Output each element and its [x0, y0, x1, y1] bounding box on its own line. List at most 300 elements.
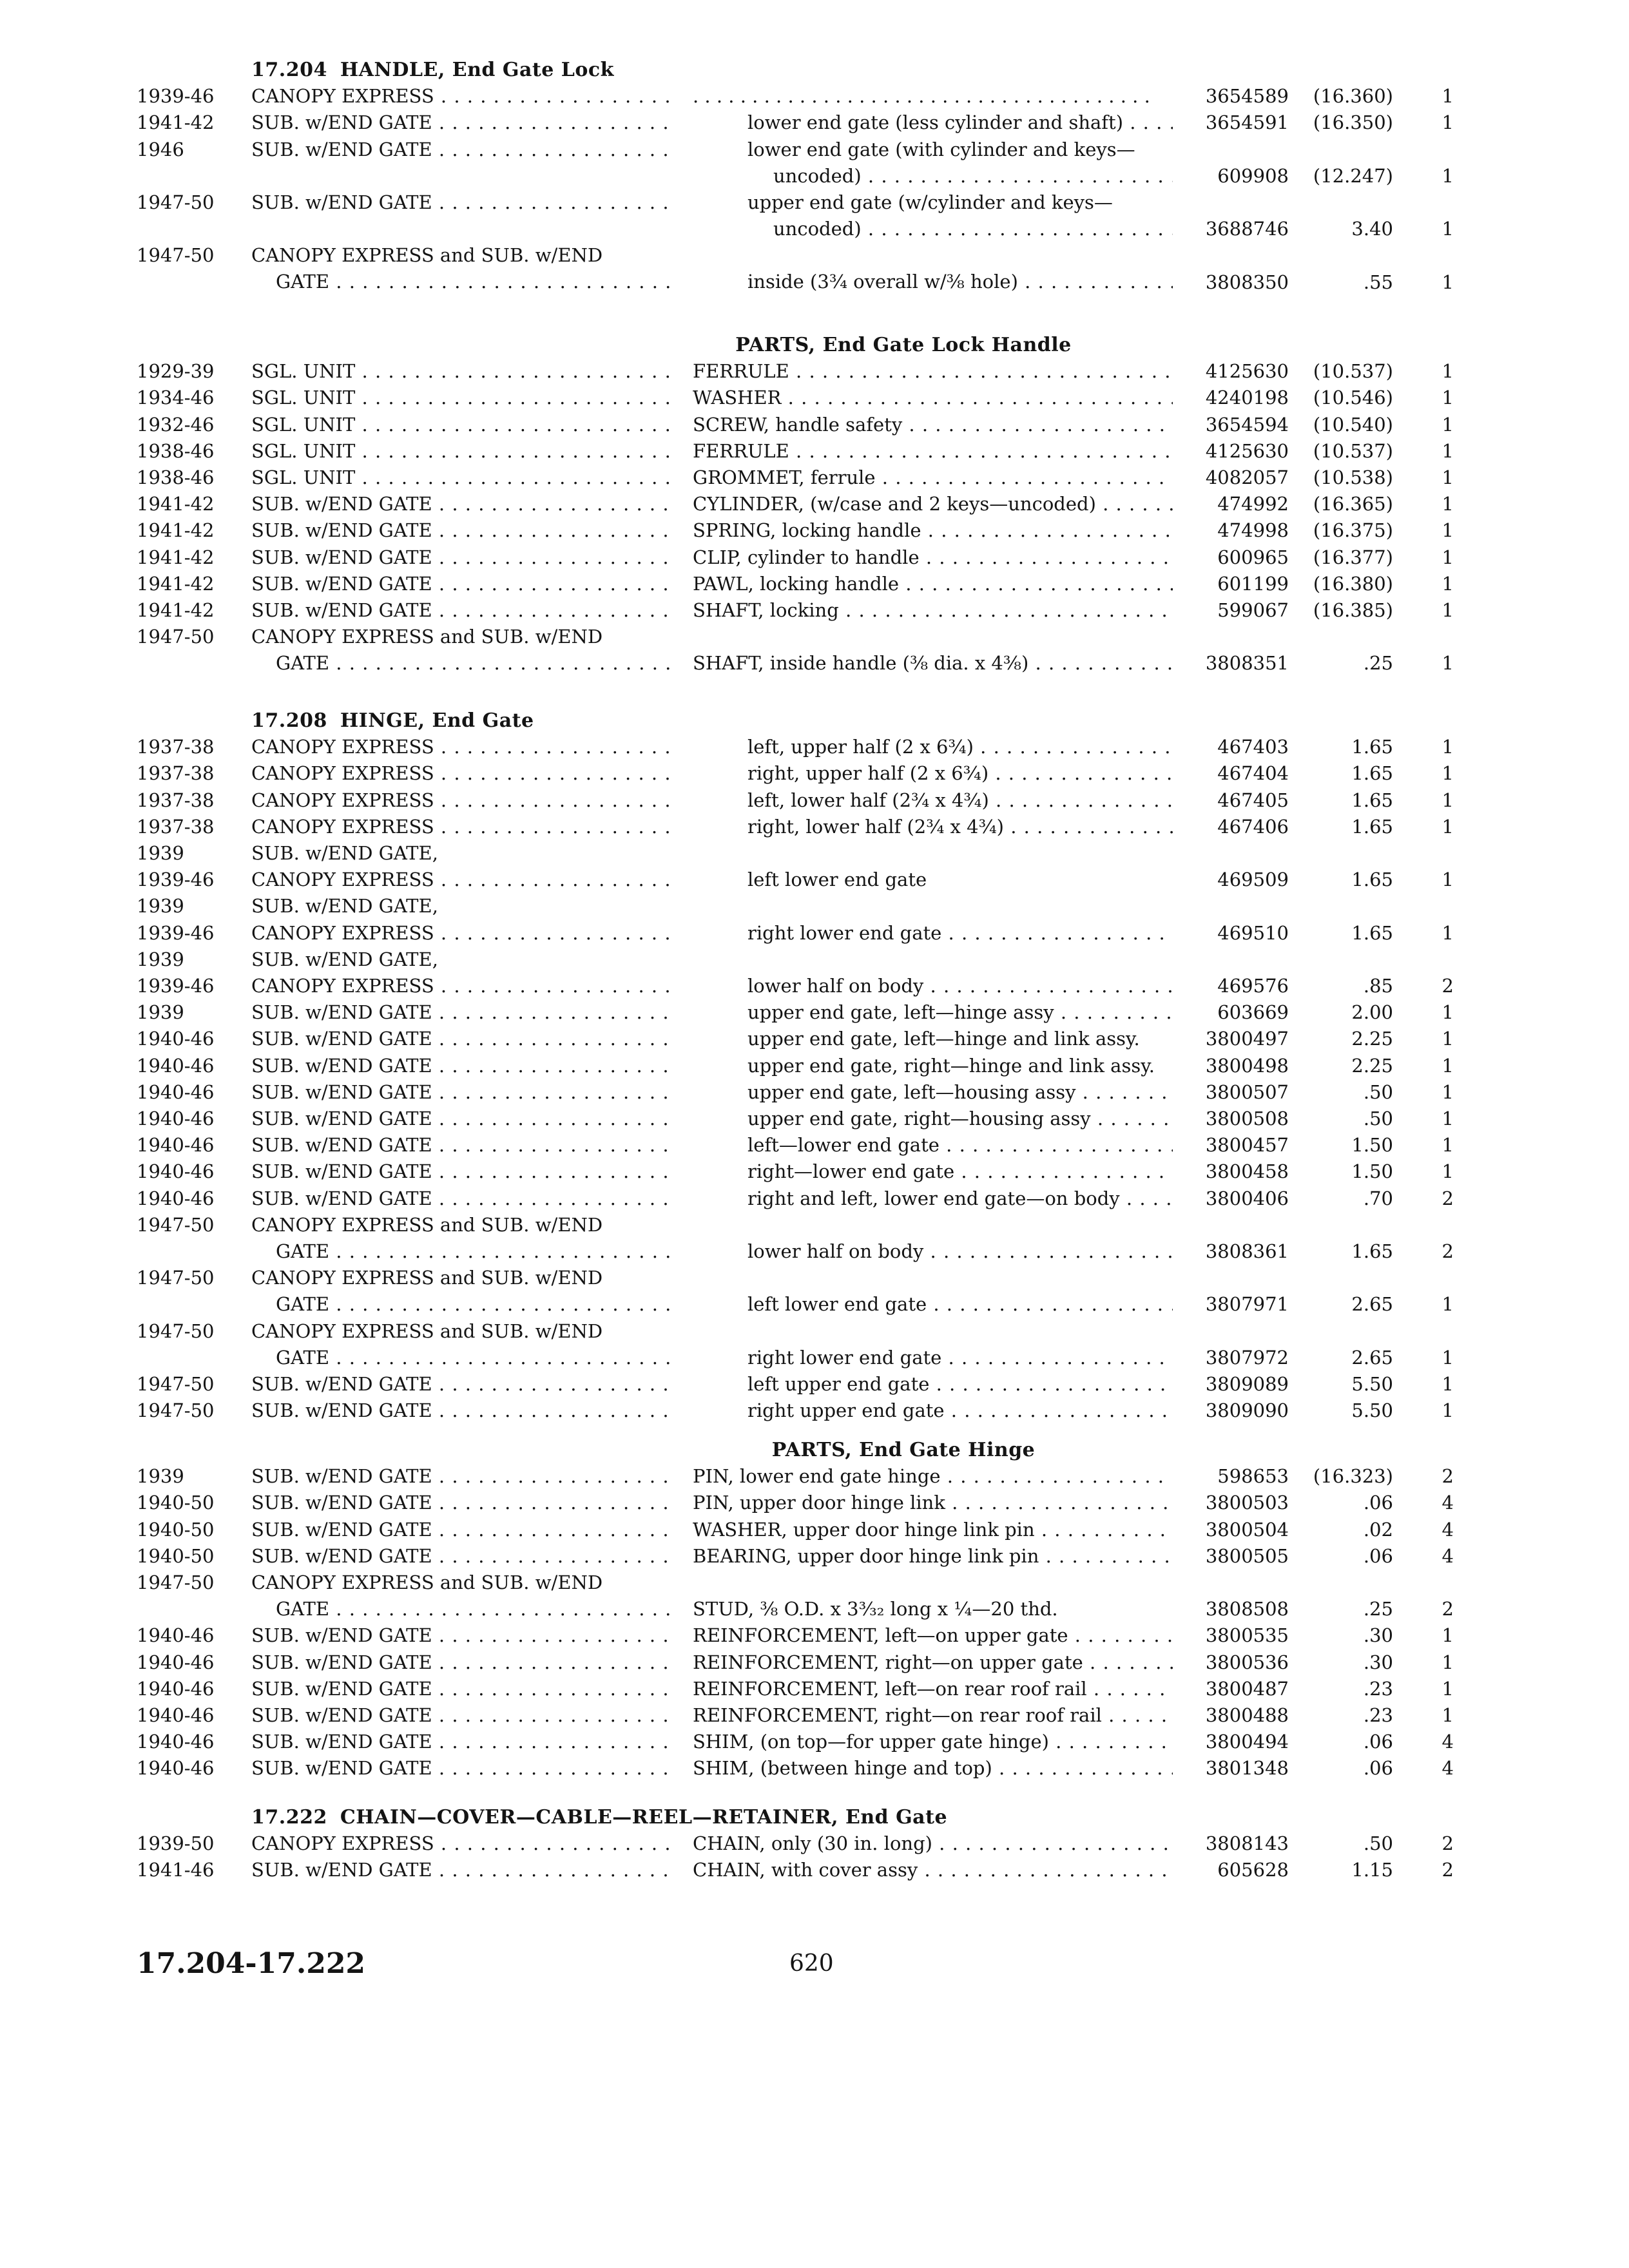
subsection-title: PARTS, End Gate Hinge: [771, 1439, 1036, 1461]
part-number-cell: 3801348: [1205, 1757, 1289, 1780]
description-cell: [747, 110, 1173, 136]
description-line: left lower end gate: [747, 869, 927, 891]
price-cell: 2.65: [1351, 1346, 1393, 1369]
part-number-cell: 4240198: [1205, 387, 1289, 409]
model-line: CANOPY EXPRESS . . .: [251, 83, 670, 110]
years-cell: 1940-46: [137, 1651, 215, 1673]
part-number-cell: 3654591: [1205, 111, 1289, 134]
model-cell: [251, 571, 670, 597]
model-line: SUB. w/END GATE . . .: [251, 137, 670, 163]
price-cell: .50: [1363, 1081, 1393, 1103]
description-cell: [693, 83, 1173, 110]
description-line: uncoded) . . .: [747, 163, 1173, 189]
description-cell: [747, 1318, 1173, 1371]
table-row: [0, 1543, 1629, 1570]
description-line: PIN, upper door hinge link . . .: [693, 1490, 1173, 1516]
price-cell: .50: [1363, 1108, 1393, 1129]
section-title: HINGE, End Gate: [340, 709, 534, 732]
description-cell: [747, 1106, 1173, 1132]
quantity-cell: 4: [1441, 1544, 1454, 1567]
years-cell: 1941-46: [137, 1859, 215, 1881]
model-cell: [251, 1649, 670, 1676]
table-row: [0, 1570, 1629, 1622]
quantity-cell: 1: [1441, 652, 1454, 675]
model-line: SUB. w/END GATE . . .: [251, 517, 670, 544]
part-number-cell: 601199: [1217, 572, 1289, 595]
model-cell: [251, 597, 670, 624]
model-line: SUB. w/END GATE . . .: [251, 1371, 670, 1398]
years-cell: 1932-46: [137, 413, 215, 436]
table-row: [0, 920, 1629, 947]
part-number-cell: 3800487: [1205, 1677, 1289, 1700]
description-cell: [693, 624, 1173, 677]
section-code: 17.208: [251, 709, 327, 732]
table-row: [0, 1490, 1629, 1516]
spacer: [747, 1265, 1173, 1291]
description-line: lower end gate (with cylinder and keys—: [747, 138, 1135, 160]
model-cell: [251, 517, 670, 544]
section-heading: [251, 707, 534, 734]
price-cell: 1.65: [1351, 921, 1393, 944]
description-line: PAWL, locking handle . . .: [693, 571, 1173, 597]
description-cell: [693, 412, 1173, 438]
description-cell: [693, 517, 1173, 544]
model-cell: [251, 734, 670, 760]
table-row: [0, 571, 1629, 597]
description-cell: [747, 137, 1173, 189]
description-line: WASHER . . .: [693, 385, 1173, 411]
description-line: FERRULE . . .: [693, 358, 1173, 385]
section-code: 17.222: [251, 1806, 327, 1829]
years-cell: 1938-46: [137, 439, 215, 462]
price-cell: 2.65: [1351, 1293, 1393, 1316]
price-cell: .23: [1363, 1677, 1393, 1700]
quantity-cell: 2: [1441, 1859, 1454, 1881]
model-line: GATE . . .: [251, 650, 670, 677]
description-line: right lower end gate . . .: [747, 920, 1173, 947]
description-line: FERRULE . . .: [693, 438, 1173, 465]
description-cell: [693, 1857, 1173, 1883]
spacer: [747, 242, 1173, 269]
description-line: upper end gate, right—hinge and link assy.: [747, 1054, 1155, 1077]
table-row: [0, 1371, 1629, 1398]
years-cell: 1940-46: [137, 1677, 215, 1700]
part-number-cell: 3808508: [1205, 1598, 1289, 1620]
years-cell: 1940-46: [137, 1028, 215, 1050]
quantity-cell: 1: [1441, 1373, 1454, 1395]
model-cell: [251, 1053, 670, 1079]
model-line: CANOPY EXPRESS . . .: [251, 1831, 670, 1857]
model-cell: [251, 1543, 670, 1570]
quantity-cell: 2: [1441, 1598, 1454, 1620]
model-line: CANOPY EXPRESS and SUB. w/END: [251, 1213, 603, 1236]
model-line: SUB. w/END GATE . . .: [251, 1649, 670, 1676]
description-line: PIN, lower end gate hinge . . .: [693, 1463, 1173, 1490]
model-cell: [251, 1398, 670, 1424]
part-number-cell: 3654594: [1205, 413, 1289, 436]
description-cell: [747, 1265, 1173, 1318]
description-line: . . . . . . . . . . . . . . . . . . . . . . . . . . . . . . . . . . . . . . .: [693, 85, 1150, 108]
table-row: [0, 1132, 1629, 1158]
years-cell: 1940-50: [137, 1492, 215, 1514]
model-cell: [251, 973, 670, 999]
model-line: GATE . . .: [251, 269, 670, 295]
quantity-cell: 1: [1441, 111, 1454, 134]
model-cell: [251, 491, 670, 517]
description-cell: [693, 1755, 1173, 1782]
model-cell: [251, 1463, 670, 1490]
model-line: SUB. w/END GATE,: [251, 895, 438, 918]
table-row: [0, 1158, 1629, 1185]
part-number-cell: 3809089: [1205, 1373, 1289, 1395]
years-cell: 1947-50: [137, 1571, 215, 1593]
model-cell: [251, 110, 670, 136]
section-heading: [251, 57, 614, 83]
description-line: inside (3¾ overall w/⅜ hole) . . .: [747, 269, 1173, 295]
description-cell: [693, 385, 1173, 411]
model-line: SUB. w/END GATE . . .: [251, 999, 670, 1026]
section-code: 17.204: [251, 59, 327, 81]
quantity-cell: 1: [1441, 921, 1454, 944]
subsection-heading: [0, 1437, 1629, 1463]
description-cell: [747, 1132, 1173, 1158]
model-line: SUB. w/END GATE . . .: [251, 1622, 670, 1649]
quantity-cell: 1: [1441, 1399, 1454, 1422]
part-number-cell: 603669: [1217, 1001, 1289, 1024]
table-row: [0, 189, 1629, 242]
part-number-cell: 3800457: [1205, 1134, 1289, 1157]
quantity-cell: 1: [1441, 164, 1454, 187]
model-line: SUB. w/END GATE . . .: [251, 1398, 670, 1424]
description-cell: [693, 1622, 1173, 1649]
price-cell: .06: [1363, 1492, 1393, 1514]
model-line: SGL. UNIT . . .: [251, 358, 670, 385]
description-line: SCREW, handle safety . . .: [693, 412, 1173, 438]
table-row: [0, 999, 1629, 1026]
years-cell: 1947-50: [137, 1399, 215, 1422]
model-line: SUB. w/END GATE . . .: [251, 1702, 670, 1729]
table-row: [0, 973, 1629, 999]
price-cell: .30: [1363, 1624, 1393, 1647]
model-line: GATE . . .: [251, 1345, 670, 1371]
description-line: upper end gate, left—hinge assy . . .: [747, 999, 1173, 1026]
years-cell: 1940-50: [137, 1518, 215, 1541]
table-row: [0, 110, 1629, 136]
quantity-cell: 1: [1441, 869, 1454, 891]
footer-section-range: 17.204-17.222: [137, 1947, 366, 1980]
quantity-cell: 1: [1441, 1624, 1454, 1647]
model-line: SUB. w/END GATE . . .: [251, 1053, 670, 1079]
part-number-cell: 3800494: [1205, 1731, 1289, 1753]
quantity-cell: 1: [1441, 519, 1454, 542]
description-line: CYLINDER, (w/case and 2 keys—uncoded) . . .: [693, 491, 1173, 517]
description-cell: [693, 840, 1173, 867]
table-row: [0, 1053, 1629, 1079]
part-number-cell: 467403: [1217, 736, 1289, 758]
model-cell: [251, 920, 670, 947]
table-row: [0, 358, 1629, 385]
part-number-cell: 3800507: [1205, 1081, 1289, 1103]
description-line: left upper end gate . . .: [747, 1371, 1173, 1398]
model-line: SUB. w/END GATE . . .: [251, 189, 670, 216]
price-cell: 3.40: [1351, 218, 1393, 240]
model-line: GATE . . .: [251, 1238, 670, 1265]
model-line: SUB. w/END GATE . . .: [251, 1543, 670, 1570]
table-row: [0, 1622, 1629, 1649]
spacer: [693, 624, 1173, 650]
description-line: SHIM, (between hinge and top) . . .: [693, 1755, 1173, 1782]
years-cell: 1939-46: [137, 85, 215, 108]
description-line: upper end gate, left—hinge and link assy.: [747, 1028, 1140, 1050]
price-cell: (16.365): [1313, 493, 1393, 515]
spacer: [693, 893, 1173, 919]
table-row: [0, 1106, 1629, 1132]
description-cell: [747, 920, 1173, 947]
model-cell: [251, 1158, 670, 1185]
model-line: CANOPY EXPRESS . . .: [251, 760, 670, 787]
years-cell: 1937-38: [137, 736, 215, 758]
description-cell: [693, 1570, 1173, 1622]
years-cell: 1934-46: [137, 387, 215, 409]
description-cell: [693, 1649, 1173, 1676]
model-line: CANOPY EXPRESS and SUB. w/END: [251, 626, 603, 648]
quantity-cell: 1: [1441, 1134, 1454, 1157]
price-cell: 1.65: [1351, 815, 1393, 838]
part-number-cell: 3808350: [1205, 271, 1289, 293]
table-row: [0, 1212, 1629, 1265]
model-cell: [251, 438, 670, 465]
description-cell: [693, 1702, 1173, 1729]
part-number-cell: 3800505: [1205, 1544, 1289, 1567]
description-line: left, upper half (2 x 6¾) . . .: [747, 734, 1173, 760]
description-cell: [747, 973, 1173, 999]
price-cell: (10.546): [1313, 387, 1393, 409]
description-cell: [693, 571, 1173, 597]
part-number-cell: 3800503: [1205, 1492, 1289, 1514]
model-cell: [251, 358, 670, 385]
model-cell: [251, 947, 670, 973]
model-line: SUB. w/END GATE . . .: [251, 571, 670, 597]
price-cell: 1.50: [1351, 1160, 1393, 1183]
description-line: left—lower end gate . . .: [747, 1132, 1173, 1158]
price-cell: (16.323): [1313, 1465, 1393, 1488]
subsection-heading: [0, 332, 1629, 358]
table-row: [0, 1398, 1629, 1424]
model-cell: [251, 1831, 670, 1857]
price-cell: .70: [1363, 1187, 1393, 1209]
quantity-cell: 1: [1441, 1028, 1454, 1050]
part-number-cell: 599067: [1217, 599, 1289, 621]
part-number-cell: 3808143: [1205, 1832, 1289, 1855]
model-cell: [251, 242, 670, 295]
description-line: right, upper half (2 x 6¾) . . .: [747, 760, 1173, 787]
description-line: CHAIN, with cover assy . . .: [693, 1857, 1173, 1883]
quantity-cell: 2: [1441, 1832, 1454, 1855]
model-line: CANOPY EXPRESS . . .: [251, 973, 670, 999]
quantity-cell: 1: [1441, 599, 1454, 621]
description-cell: [693, 1517, 1173, 1543]
footer-page-number: 620: [789, 1950, 834, 1977]
description-cell: [693, 438, 1173, 465]
years-cell: 1939-50: [137, 1832, 215, 1855]
model-line: SUB. w/END GATE . . .: [251, 1729, 670, 1755]
table-row: [0, 1831, 1629, 1857]
description-line: lower half on body . . .: [747, 973, 1173, 999]
description-line: SPRING, locking handle . . .: [693, 517, 1173, 544]
quantity-cell: 2: [1441, 1465, 1454, 1488]
model-cell: [251, 999, 670, 1026]
description-line: upper end gate (w/cylinder and keys—: [747, 191, 1113, 213]
years-cell: 1947-50: [137, 1373, 215, 1395]
price-cell: 1.65: [1351, 1240, 1393, 1262]
description-line: right, lower half (2¾ x 4¾) . . .: [747, 814, 1173, 840]
model-line: CANOPY EXPRESS and SUB. w/END: [251, 244, 603, 267]
description-line: upper end gate, left—housing assy . . .: [747, 1079, 1173, 1106]
years-cell: 1940-46: [137, 1134, 215, 1157]
quantity-cell: 1: [1441, 789, 1454, 811]
description-cell: [747, 242, 1173, 295]
table-row: [0, 1265, 1629, 1318]
description-cell: [747, 1079, 1173, 1106]
table-row: [0, 465, 1629, 491]
part-number-cell: 469509: [1217, 869, 1289, 891]
model-cell: [251, 385, 670, 411]
part-number-cell: 3800497: [1205, 1028, 1289, 1050]
description-line: right—lower end gate . . .: [747, 1158, 1173, 1185]
model-cell: [251, 189, 670, 216]
price-cell: .06: [1363, 1731, 1393, 1753]
table-row: [0, 893, 1629, 919]
part-number-cell: 3800458: [1205, 1160, 1289, 1183]
model-line: SUB. w/END GATE . . .: [251, 1490, 670, 1516]
model-line: SUB. w/END GATE . . .: [251, 1026, 670, 1052]
years-cell: 1939: [137, 1465, 184, 1488]
description-line: BEARING, upper door hinge link pin . . .: [693, 1543, 1173, 1570]
part-number-cell: 467405: [1217, 789, 1289, 811]
price-cell: .85: [1363, 975, 1393, 997]
description-cell: [693, 947, 1173, 973]
years-cell: 1941-42: [137, 519, 215, 542]
part-number-cell: 600965: [1217, 546, 1289, 568]
part-number-cell: 3800498: [1205, 1054, 1289, 1077]
part-number-cell: 3808351: [1205, 652, 1289, 675]
quantity-cell: 1: [1441, 493, 1454, 515]
model-cell: [251, 83, 670, 110]
price-cell: 2.00: [1351, 1001, 1393, 1024]
quantity-cell: 1: [1441, 1160, 1454, 1183]
model-cell: [251, 1026, 670, 1052]
table-row: [0, 787, 1629, 814]
model-cell: [251, 137, 670, 163]
model-cell: [251, 1132, 670, 1158]
quantity-cell: 2: [1441, 1240, 1454, 1262]
years-cell: 1940-46: [137, 1108, 215, 1129]
price-cell: (10.538): [1313, 466, 1393, 488]
table-row: [0, 1318, 1629, 1371]
description-cell: [747, 1371, 1173, 1398]
description-line: WASHER, upper door hinge link pin . . .: [693, 1517, 1173, 1543]
model-line: SUB. w/END GATE . . .: [251, 1463, 670, 1490]
description-line: right lower end gate . . .: [747, 1345, 1173, 1371]
part-number-cell: 3809090: [1205, 1399, 1289, 1422]
model-line: SGL. UNIT . . .: [251, 412, 670, 438]
table-row: [0, 137, 1629, 189]
part-number-cell: 609908: [1217, 164, 1289, 187]
table-row: [0, 438, 1629, 465]
price-cell: .06: [1363, 1544, 1393, 1567]
model-line: SUB. w/END GATE,: [251, 948, 438, 970]
quantity-cell: 1: [1441, 85, 1454, 108]
description-cell: [747, 867, 1173, 893]
description-cell: [747, 814, 1173, 840]
model-line: SGL. UNIT . . .: [251, 465, 670, 491]
model-cell: [251, 1702, 670, 1729]
quantity-cell: 1: [1441, 1054, 1454, 1077]
description-line: GROMMET, ferrule . . .: [693, 465, 1173, 491]
quantity-cell: 1: [1441, 439, 1454, 462]
description-line: CLIP, cylinder to handle . . .: [693, 544, 1173, 571]
quantity-cell: 1: [1441, 1293, 1454, 1316]
years-cell: 1940-46: [137, 1081, 215, 1103]
part-number-cell: 474992: [1217, 493, 1289, 515]
description-cell: [747, 1026, 1173, 1052]
years-cell: 1937-38: [137, 815, 215, 838]
years-cell: 1940-46: [137, 1757, 215, 1780]
description-cell: [693, 491, 1173, 517]
description-line: left lower end gate . . .: [747, 1291, 1173, 1318]
price-cell: (12.247): [1313, 164, 1393, 187]
table-row: [0, 544, 1629, 571]
years-cell: 1941-42: [137, 599, 215, 621]
years-cell: 1947-50: [137, 191, 215, 213]
subsection-title: PARTS, End Gate Lock Handle: [735, 334, 1072, 356]
spacer: [747, 1212, 1173, 1238]
price-cell: .25: [1363, 1598, 1393, 1620]
price-cell: 2.25: [1351, 1054, 1393, 1077]
table-row: [0, 1729, 1629, 1755]
model-cell: [251, 1729, 670, 1755]
description-cell: [747, 787, 1173, 814]
price-cell: (10.540): [1313, 413, 1393, 436]
years-cell: 1940-46: [137, 1054, 215, 1077]
table-row: [0, 1026, 1629, 1052]
years-cell: 1947-50: [137, 1213, 215, 1236]
table-row: [0, 1649, 1629, 1676]
section-heading: [251, 1804, 947, 1831]
years-cell: 1941-42: [137, 572, 215, 595]
years-cell: 1940-46: [137, 1731, 215, 1753]
model-line: CANOPY EXPRESS . . .: [251, 920, 670, 947]
years-cell: 1929-39: [137, 360, 215, 383]
model-cell: [251, 893, 670, 919]
quantity-cell: 1: [1441, 546, 1454, 568]
years-cell: 1940-46: [137, 1160, 215, 1183]
table-row: [0, 597, 1629, 624]
model-cell: [251, 412, 670, 438]
table-row: [0, 1676, 1629, 1702]
table-row: [0, 947, 1629, 973]
description-line: uncoded) . . .: [747, 216, 1173, 242]
years-cell: 1939: [137, 948, 184, 970]
price-cell: 1.65: [1351, 736, 1393, 758]
model-cell: [251, 1186, 670, 1212]
model-line: CANOPY EXPRESS and SUB. w/END: [251, 1320, 603, 1342]
description-line: lower half on body . . .: [747, 1238, 1173, 1265]
model-line: SUB. w/END GATE . . .: [251, 1079, 670, 1106]
part-number-cell: 474998: [1217, 519, 1289, 542]
model-cell: [251, 1212, 670, 1265]
table-row: [0, 760, 1629, 787]
